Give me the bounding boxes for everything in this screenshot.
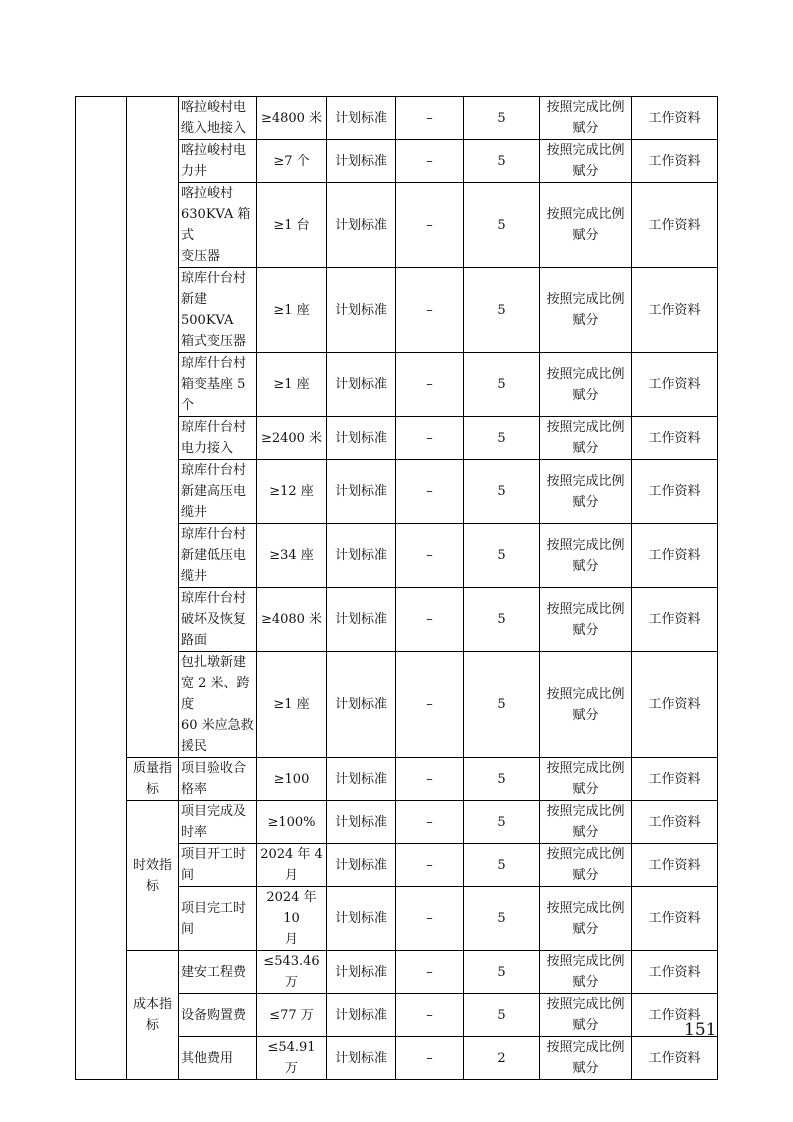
scoring-method: 按照完成比例 赋分 <box>540 887 632 951</box>
scoring-method: 按照完成比例 赋分 <box>540 353 632 417</box>
standard-basis: 计划标准 <box>327 524 396 588</box>
page-number: 151 <box>684 1020 717 1040</box>
historical-value: – <box>396 460 464 524</box>
historical-value: – <box>396 140 464 183</box>
data-source: 工作资料 <box>632 588 718 652</box>
indicator-value: ≤543.46 万 <box>257 951 327 994</box>
standard-basis: 计划标准 <box>327 353 396 417</box>
indicator-value: ≤54.91 万 <box>257 1037 327 1080</box>
indicator-name: 其他费用 <box>179 1037 257 1080</box>
indicator-score: 5 <box>464 994 540 1037</box>
indicator-score: 5 <box>464 588 540 652</box>
first-level-indicator-cell <box>76 97 127 1080</box>
indicator-score: 5 <box>464 524 540 588</box>
indicator-name: 项目开工时 间 <box>179 844 257 887</box>
indicator-score: 5 <box>464 652 540 758</box>
indicator-score: 5 <box>464 801 540 844</box>
standard-basis: 计划标准 <box>327 97 396 140</box>
indicator-value: 2024 年 10 月 <box>257 887 327 951</box>
indicator-score: 5 <box>464 183 540 268</box>
data-source: 工作资料 <box>632 417 718 460</box>
indicator-value: ≥34 座 <box>257 524 327 588</box>
historical-value: – <box>396 844 464 887</box>
data-source: 工作资料 <box>632 183 718 268</box>
indicator-name: 琼库什台村 箱变基座 5 个 <box>179 353 257 417</box>
standard-basis: 计划标准 <box>327 844 396 887</box>
data-source: 工作资料 <box>632 887 718 951</box>
indicator-value: ≤77 万 <box>257 994 327 1037</box>
indicator-name: 琼库什台村 新建 500KVA 箱式变压器 <box>179 268 257 353</box>
indicator-name: 琼库什台村 破坏及恢复 路面 <box>179 588 257 652</box>
standard-basis: 计划标准 <box>327 588 396 652</box>
historical-value: – <box>396 183 464 268</box>
indicator-value: ≥1 座 <box>257 652 327 758</box>
historical-value: – <box>396 588 464 652</box>
scoring-method: 按照完成比例 赋分 <box>540 460 632 524</box>
scoring-method: 按照完成比例 赋分 <box>540 183 632 268</box>
historical-value: – <box>396 353 464 417</box>
indicator-score: 5 <box>464 460 540 524</box>
quantity-indicator-cell <box>127 97 179 758</box>
standard-basis: 计划标准 <box>327 140 396 183</box>
indicator-name: 项目完成及 时率 <box>179 801 257 844</box>
table-row <box>76 97 718 140</box>
historical-value: – <box>396 951 464 994</box>
indicator-name: 建安工程费 <box>179 951 257 994</box>
indicator-value: ≥4800 米 <box>257 97 327 140</box>
data-source: 工作资料 <box>632 801 718 844</box>
indicator-score: 5 <box>464 417 540 460</box>
indicator-value: ≥1 台 <box>257 183 327 268</box>
standard-basis: 计划标准 <box>327 183 396 268</box>
indicator-name: 项目完工时 间 <box>179 887 257 951</box>
historical-value: – <box>396 97 464 140</box>
indicator-value: ≥2400 米 <box>257 417 327 460</box>
historical-value: – <box>396 887 464 951</box>
standard-basis: 计划标准 <box>327 652 396 758</box>
standard-basis: 计划标准 <box>327 758 396 801</box>
indicator-score: 5 <box>464 97 540 140</box>
scoring-method: 按照完成比例 赋分 <box>540 758 632 801</box>
historical-value: – <box>396 801 464 844</box>
scoring-method: 按照完成比例 赋分 <box>540 524 632 588</box>
standard-basis: 计划标准 <box>327 417 396 460</box>
indicator-name: 包扎墩新建 宽 2 米、跨度 60 米应急救 援民 <box>179 652 257 758</box>
data-source: 工作资料 <box>632 758 718 801</box>
indicator-score: 5 <box>464 268 540 353</box>
standard-basis: 计划标准 <box>327 801 396 844</box>
historical-value: – <box>396 652 464 758</box>
indicator-score: 5 <box>464 844 540 887</box>
indicator-score: 5 <box>464 951 540 994</box>
data-source: 工作资料 <box>632 97 718 140</box>
indicator-name: 设备购置费 <box>179 994 257 1037</box>
scoring-method: 按照完成比例 赋分 <box>540 140 632 183</box>
data-source: 工作资料 <box>632 844 718 887</box>
standard-basis: 计划标准 <box>327 951 396 994</box>
data-source: 工作资料 <box>632 460 718 524</box>
scoring-method: 按照完成比例 赋分 <box>540 652 632 758</box>
quality-indicator-label: 质量指 标 <box>127 758 179 801</box>
table-row <box>76 951 718 994</box>
historical-value: – <box>396 524 464 588</box>
data-source: 工作资料 <box>632 268 718 353</box>
scoring-method: 按照完成比例 赋分 <box>540 97 632 140</box>
scoring-method: 按照完成比例 赋分 <box>540 417 632 460</box>
data-source: 工作资料 <box>632 951 718 994</box>
historical-value: – <box>396 268 464 353</box>
table-row <box>76 801 718 844</box>
data-source: 工作资料 <box>632 1037 718 1080</box>
indicator-name: 喀拉峻村电 缆入地接入 <box>179 97 257 140</box>
scoring-method: 按照完成比例 赋分 <box>540 801 632 844</box>
indicator-value: ≥100% <box>257 801 327 844</box>
historical-value: – <box>396 1037 464 1080</box>
historical-value: – <box>396 994 464 1037</box>
scoring-method: 按照完成比例 赋分 <box>540 268 632 353</box>
data-source: 工作资料 <box>632 652 718 758</box>
indicator-name: 喀拉峻村电 力井 <box>179 140 257 183</box>
cost-indicator-label: 成本指 标 <box>127 951 179 1080</box>
standard-basis: 计划标准 <box>327 460 396 524</box>
indicator-name: 琼库什台村 电力接入 <box>179 417 257 460</box>
data-source: 工作资料 <box>632 994 718 1037</box>
scoring-method: 按照完成比例 赋分 <box>540 994 632 1037</box>
historical-value: – <box>396 758 464 801</box>
table-row <box>76 758 718 801</box>
standard-basis: 计划标准 <box>327 268 396 353</box>
indicator-name: 琼库什台村 新建高压电 缆井 <box>179 460 257 524</box>
indicator-score: 5 <box>464 140 540 183</box>
indicator-score: 5 <box>464 758 540 801</box>
scoring-method: 按照完成比例 赋分 <box>540 844 632 887</box>
data-source: 工作资料 <box>632 353 718 417</box>
historical-value: – <box>396 417 464 460</box>
data-source: 工作资料 <box>632 524 718 588</box>
indicator-value: ≥100 <box>257 758 327 801</box>
standard-basis: 计划标准 <box>327 1037 396 1080</box>
indicator-value: ≥1 座 <box>257 268 327 353</box>
indicator-value: ≥1 座 <box>257 353 327 417</box>
indicator-value: ≥4080 米 <box>257 588 327 652</box>
indicator-value: ≥12 座 <box>257 460 327 524</box>
timeliness-indicator-label: 时效指 标 <box>127 801 179 951</box>
scoring-method: 按照完成比例 赋分 <box>540 951 632 994</box>
standard-basis: 计划标准 <box>327 994 396 1037</box>
standard-basis: 计划标准 <box>327 887 396 951</box>
indicator-score: 2 <box>464 1037 540 1080</box>
indicator-name: 项目验收合 格率 <box>179 758 257 801</box>
performance-indicator-table <box>75 96 718 1080</box>
indicator-value: ≥7 个 <box>257 140 327 183</box>
indicator-score: 5 <box>464 887 540 951</box>
indicator-score: 5 <box>464 353 540 417</box>
indicator-name: 琼库什台村 新建低压电 缆井 <box>179 524 257 588</box>
data-source: 工作资料 <box>632 140 718 183</box>
indicator-name: 喀拉峻村 630KVA 箱式 变压器 <box>179 183 257 268</box>
indicator-value: 2024 年 4 月 <box>257 844 327 887</box>
scoring-method: 按照完成比例 赋分 <box>540 1037 632 1080</box>
scoring-method: 按照完成比例 赋分 <box>540 588 632 652</box>
